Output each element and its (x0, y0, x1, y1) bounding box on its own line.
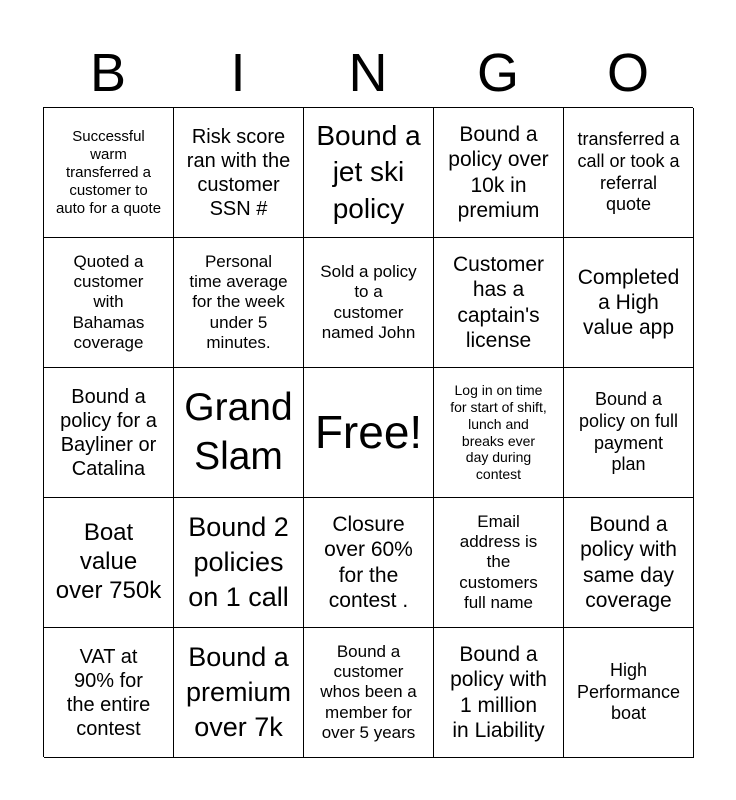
bingo-cell[interactable]: Log in on time for start of shift, lunch and breaks ever day during contest (434, 368, 564, 498)
header-letter-n: N (348, 43, 388, 103)
bingo-cell[interactable]: Successful warm transferred a customer to auto for a quote (44, 108, 174, 238)
bingo-cell[interactable]: Bound 2 policies on 1 call (174, 498, 304, 628)
bingo-cell[interactable]: Quoted a customer with Bahamas coverage (44, 238, 174, 368)
bingo-cell[interactable]: transferred a call or took a referral quote (564, 108, 694, 238)
bingo-cell[interactable]: Bound a policy on full payment plan (564, 368, 694, 498)
bingo-cell[interactable]: Personal time average for the week under 5 minutes. (174, 238, 304, 368)
bingo-header (43, 40, 693, 106)
header-letter-o: O (606, 43, 649, 103)
bingo-cell[interactable]: Completed a High value app (564, 238, 694, 368)
bingo-cell[interactable]: VAT at 90% for the entire contest (44, 628, 174, 758)
bingo-cell[interactable]: Customer has a captain's license (434, 238, 564, 368)
bingo-cell[interactable]: Bound a policy with 1 million in Liability (434, 628, 564, 758)
bingo-cell[interactable]: High Performance boat (564, 628, 694, 758)
bingo-cell[interactable]: Bound a policy with same day coverage (564, 498, 694, 628)
header-letter-g: G (476, 43, 519, 103)
free-space-cell[interactable]: Free! (304, 368, 434, 498)
bingo-cell[interactable]: Bound a policy for a Bayliner or Catalina (44, 368, 174, 498)
bingo-cell[interactable]: Bound a premium over 7k (174, 628, 304, 758)
bingo-cell[interactable]: Bound a customer whos been a member for over 5 years (304, 628, 434, 758)
bingo-grid (43, 107, 693, 757)
bingo-cell[interactable]: Bound a jet ski policy (304, 108, 434, 238)
bingo-cell[interactable]: Email address is the customers full name (434, 498, 564, 628)
header-letter-i: I (230, 43, 246, 103)
bingo-cell[interactable]: Closure over 60% for the contest . (304, 498, 434, 628)
bingo-cell[interactable]: Boat value over 750k (44, 498, 174, 628)
bingo-cell[interactable]: Bound a policy over 10k in premium (434, 108, 564, 238)
bingo-cell[interactable]: Grand Slam (174, 368, 304, 498)
bingo-cell[interactable]: Risk score ran with the customer SSN # (174, 108, 304, 238)
header-letter-b: B (89, 43, 127, 103)
bingo-cell[interactable]: Sold a policy to a customer named John (304, 238, 434, 368)
